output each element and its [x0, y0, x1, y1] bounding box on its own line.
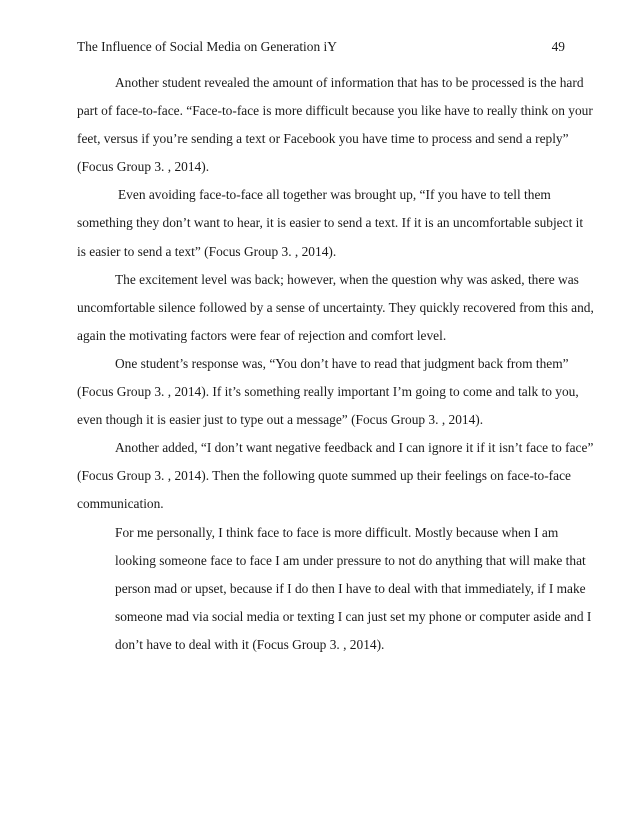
- text-line: (Focus Group 3. , 2014).: [77, 159, 210, 175]
- paragraph: [77, 69, 593, 181]
- text-line: Another added, “I don’t want negative feedback and I can ignore it if it isn’t face to face”: [115, 440, 594, 456]
- quote-line: person mad or upset, because if I do then I have to deal with that immediately, if I make: [115, 580, 586, 596]
- text-line: part of face-to-face. “Face-to-face is more difficult because you like have to really think on your: [77, 103, 593, 119]
- page-number: 49: [551, 39, 565, 54]
- text-line: even though it is easier just to type out a message” (Focus Group 3. , 2014).: [77, 412, 484, 428]
- text-line: is easier to send a text” (Focus Group 3. , 2014).: [77, 243, 337, 259]
- text-line: something they don’t want to hear, it is easier to send a text. If it is an uncomfortable subject it: [77, 215, 584, 231]
- paragraph: [77, 266, 594, 350]
- quote-line: looking someone face to face I am under pressure to not do anything that will make that: [115, 552, 586, 568]
- text-line: Another student revealed the amount of information that has to be processed is the hard: [115, 75, 584, 90]
- text-line: Even avoiding face-to-face all together was brought up, “If you have to tell them: [118, 187, 551, 203]
- block-quote: [77, 519, 592, 659]
- text-line: One student’s response was, “You don’t have to read that judgment back from them”: [115, 355, 569, 371]
- text-line: communication.: [77, 496, 164, 512]
- text-line: (Focus Group 3. , 2014). Then the following quote summed up their feelings on face-to-face: [77, 468, 571, 484]
- text-line: uncomfortable silence followed by a sense of uncertainty. They quickly recovered from this and,: [77, 299, 594, 315]
- running-head: The Influence of Social Media on Generation iY: [77, 39, 337, 54]
- text-line: The excitement level was back; however, when the question why was asked, there was: [115, 271, 579, 287]
- quote-line: someone mad via social media or texting I can just set my phone or computer aside and I: [115, 608, 592, 624]
- page-body: [77, 69, 594, 659]
- paragraph: [77, 350, 579, 434]
- page-header: [77, 37, 565, 57]
- text-line: feet, versus if you’re sending a text or Facebook you have time to process and send a reply”: [77, 131, 569, 147]
- paragraph: [77, 434, 594, 518]
- quote-line: For me personally, I think face to face is more difficult. Mostly because when I am: [115, 524, 559, 540]
- quote-line: don’t have to deal with it (Focus Group 3. , 2014).: [115, 636, 385, 652]
- paragraph: [77, 181, 584, 265]
- text-line: (Focus Group 3. , 2014). If it’s something really important I’m going to come and talk to you,: [77, 384, 579, 400]
- text-line: again the motivating factors were fear of rejection and comfort level.: [77, 327, 447, 343]
